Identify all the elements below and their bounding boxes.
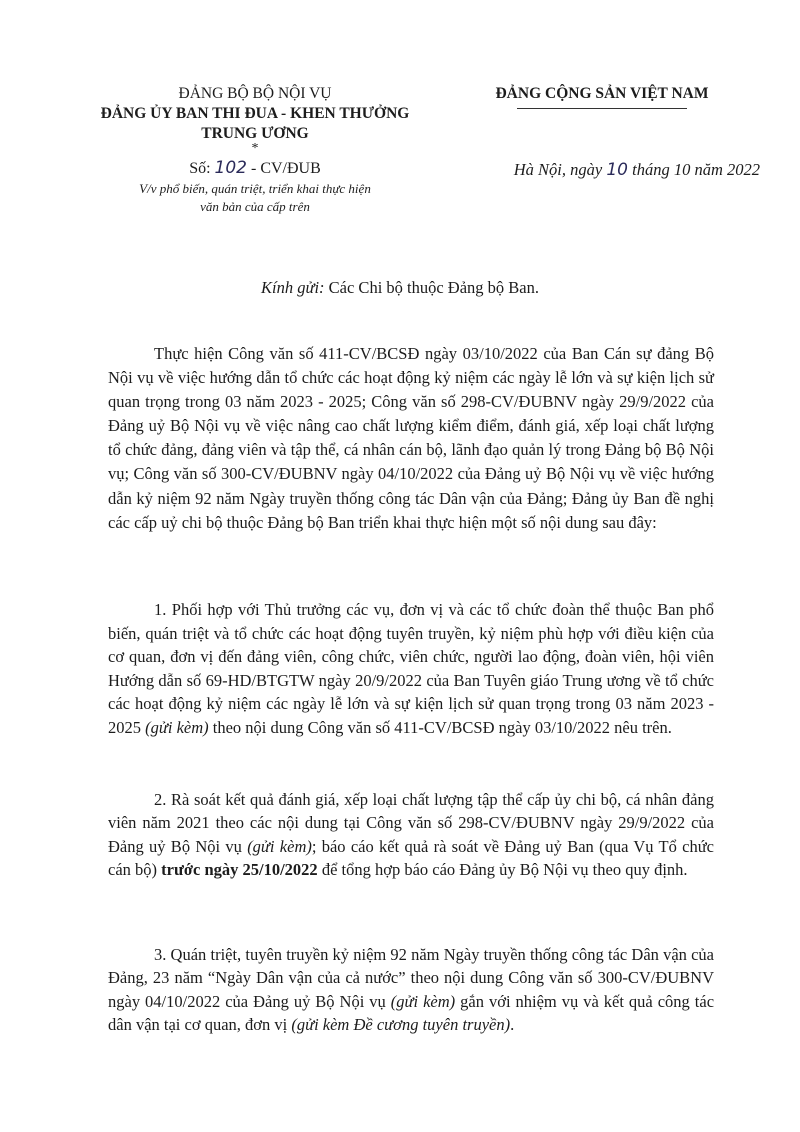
item-3-text-a: 3. Quán triệt, tuyên truyền kỷ niệm 92 năm Ngày truyền thống công tác Dân vận của Đảng, 23 năm “Ngày Dân vận của cả nước” theo nội dung Công văn số 300-CV/ĐUBNV ngày 04/10/2022 của Đảng uỷ Bộ Nội vụ bbox=[108, 945, 714, 1011]
party-header bbox=[452, 84, 752, 109]
document-number bbox=[60, 158, 450, 179]
issuer-header bbox=[60, 84, 450, 215]
date-day-handwritten: 10 bbox=[606, 160, 628, 180]
item-2-deadline: trước ngày 25/10/2022 bbox=[161, 860, 318, 880]
item-2-text-b: ; báo cáo kết quả rà soát về Đảng uỷ Ban (qua Vụ Tổ chức cán bộ) bbox=[108, 836, 714, 880]
number-handwritten: 102 bbox=[214, 158, 247, 178]
paragraph-item-3 bbox=[108, 943, 714, 1037]
paragraph-item-2 bbox=[108, 788, 714, 882]
paragraph-intro bbox=[108, 342, 714, 535]
org-line-1: ĐẢNG BỘ BỘ NỘI VỤ bbox=[178, 85, 332, 102]
item-1-italic: (gửi kèm) bbox=[145, 717, 209, 737]
paragraph-item-1 bbox=[108, 598, 714, 740]
item-3-italic-b: (gửi kèm Đề cương tuyên truyền) bbox=[291, 1015, 511, 1035]
number-prefix: Số: bbox=[189, 160, 211, 177]
party-name: ĐẢNG CỘNG SẢN VIỆT NAM bbox=[495, 85, 709, 102]
party-underline bbox=[517, 108, 687, 109]
item-1-text-a: 1. Phối hợp với Thủ trưởng các vụ, đơn vị và các tổ chức đoàn thể thuộc Ban phổ biến, quán triệt và tổ chức các hoạt động tuyên truyền, kỷ niệm phù hợp với điều kiện của cơ quan, đơn vị đến đảng viên, công chức, viên chức, người lao động, đoàn viên, hội viên Hướng dẫn số 69-HD/BTGTW ngày 20/9/2022 của Ban Tuyên giáo Trung ương về tổ chức các hoạt động kỷ niệm các ngày lễ lớn và sự kiện lịch sử quan trọng trong 03 năm 2023 - 2025 bbox=[108, 600, 714, 737]
item-3-italic-a: (gửi kèm) bbox=[390, 991, 456, 1011]
item-1-text-b: theo nội dung Công văn số 411-CV/BCSĐ ngày 03/10/2022 nêu trên. bbox=[212, 717, 672, 737]
subject-line-2: văn bản của cấp trên bbox=[200, 199, 310, 214]
item-3-text-c: . bbox=[510, 1015, 515, 1035]
number-suffix: - CV/ĐUB bbox=[251, 160, 321, 177]
item-2-italic: (gửi kèm) bbox=[247, 836, 312, 856]
org-line-2: ĐẢNG ỦY BAN THI ĐUA - KHEN THƯỞNG bbox=[100, 105, 410, 122]
item-2-text-a: 2. Rà soát kết quả đánh giá, xếp loại chất lượng tập thể cấp ủy chi bộ, cá nhân đảng viên năm 2021 theo các nội dung tại Công văn số 298-CV/ĐUBNV ngày 29/9/2022 của Đảng uỷ Bộ Nội vụ bbox=[108, 790, 714, 856]
paragraph-intro-text: Thực hiện Công văn số 411-CV/BCSĐ ngày 03/10/2022 của Ban Cán sự đảng Bộ Nội vụ về việc hướng dẫn tổ chức các hoạt động kỷ niệm các ngày lễ lớn và sự kiện lịch sử quan trọng trong 03 năm 2023 - 2025; Công văn số 298-CV/ĐUBNV ngày 29/9/2022 của Đảng uỷ Bộ Nội vụ về việc nâng cao chất lượng kiểm điểm, đánh giá, xếp loại chất lượng tổ chức đảng, đảng viên và tập thể, cá nhân cán bộ, lãnh đạo quản lý trong Đảng bộ Bộ Nội vụ; Công văn số 300-CV/ĐUBNV ngày 04/10/2022 của Đảng uỷ Bộ Nội vụ về việc hướng dẫn kỷ niệm 92 năm Ngày truyền thống công tác Dân vận của Đảng; Đảng ủy Ban đề nghị các cấp uỷ chi bộ thuộc Đảng bộ Ban triển khai thực hiện một số nội dung sau đây: bbox=[108, 344, 714, 532]
place-date bbox=[440, 160, 760, 180]
date-suffix: tháng 10 năm 2022 bbox=[632, 160, 760, 179]
greeting-label: Kính gửi: bbox=[260, 278, 325, 297]
item-2-text-c: để tổng hợp báo cáo Đảng ủy Bộ Nội vụ theo quy định. bbox=[321, 860, 688, 880]
star-mark: * bbox=[251, 141, 259, 156]
subject-line-1: V/v phổ biến, quán triệt, triển khai thực hiện bbox=[139, 181, 371, 196]
greeting-recipients: Các Chi bộ thuộc Đảng bộ Ban. bbox=[328, 278, 539, 297]
date-prefix: Hà Nội, ngày bbox=[513, 160, 603, 179]
greeting bbox=[0, 278, 800, 298]
item-3-text-b: gắn với nhiệm vụ và kết quả công tác dân vận tại cơ quan, đơn vị bbox=[108, 991, 715, 1035]
org-line-3: TRUNG ƯƠNG bbox=[201, 125, 309, 142]
